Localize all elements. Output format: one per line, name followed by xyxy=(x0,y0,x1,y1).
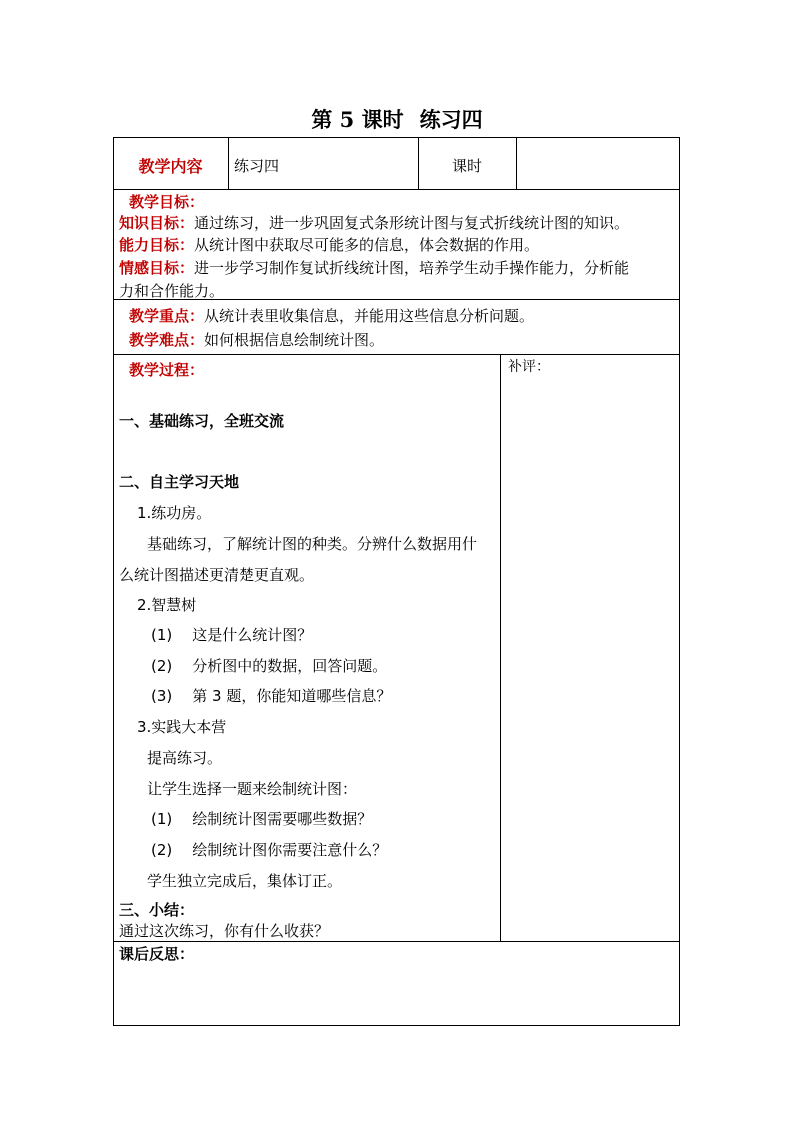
difficulty-text: 如何根据信息绘制统计图。 xyxy=(204,331,385,349)
focus-text: 从统计表里收集信息，并能用这些信息分析问题。 xyxy=(204,307,535,325)
section-1-heading: 一、基础练习，全班交流 xyxy=(119,412,285,430)
content-value: 练习四 xyxy=(234,157,280,175)
emotion-text-1: 进一步学习制作复试折线统计图，培养学生动手操作能力，分析能 xyxy=(194,259,630,277)
item-1-text-2: 么统计图描述更清楚更直观。 xyxy=(119,566,315,584)
item-3-text-3: 学生独立完成后，集体订正。 xyxy=(147,872,343,890)
focus-label: 教学重点： xyxy=(129,307,205,325)
lesson-name: 练习四 xyxy=(419,107,483,132)
question-text: 这是什么统计图？ xyxy=(192,626,313,644)
ability-objective xyxy=(119,234,539,255)
objectives-heading: 教学目标： xyxy=(129,193,205,211)
item-3-question-1 xyxy=(151,808,372,829)
ability-text: 从统计图中获取尽可能多的信息，体会数据的作用。 xyxy=(194,236,540,254)
question-text: 绘制统计图你需要注意什么？ xyxy=(192,841,388,859)
ability-label: 能力目标： xyxy=(119,236,195,254)
reflection-label: 课后反思： xyxy=(119,945,195,963)
content-label: 教学内容 xyxy=(138,157,203,176)
question-number: (2) xyxy=(151,657,173,675)
teaching-focus xyxy=(129,305,534,326)
difficulty-label: 教学难点： xyxy=(129,331,205,349)
comment-label: 补评： xyxy=(508,359,550,375)
question-number: (1) xyxy=(151,626,173,644)
question-number: (1) xyxy=(151,810,173,828)
emotion-text-2: 力和合作能力。 xyxy=(119,282,225,300)
item-3-text-1: 提高练习。 xyxy=(147,749,223,767)
item-3-question-2 xyxy=(151,839,387,860)
emotion-label: 情感目标： xyxy=(119,259,195,277)
question-text: 分析图中的数据，回答问题。 xyxy=(192,657,388,675)
section-2-heading: 二、自主学习天地 xyxy=(119,473,240,491)
process-heading: 教学过程： xyxy=(129,361,205,379)
reflection-section xyxy=(113,941,680,1026)
summary-text: 通过这次练习，你有什么收获？ xyxy=(119,922,330,940)
teaching-difficulty xyxy=(129,329,384,350)
question-number: (2) xyxy=(151,841,173,859)
item-2-question-3 xyxy=(151,685,391,706)
question-number: (3) xyxy=(151,687,173,705)
lesson-number: 第 5 课时 xyxy=(311,107,404,132)
item-1-text-1: 基础练习，了解统计图的种类。分辨什么数据用什 xyxy=(147,535,478,553)
question-text: 第 3 题，你能知道哪些信息？ xyxy=(192,687,392,705)
item-3-title: 3.实践大本营 xyxy=(137,718,227,736)
knowledge-text: 通过练习，进一步巩固复式条形统计图与复式折线统计图的知识。 xyxy=(194,214,630,232)
emotion-objective xyxy=(119,257,629,278)
knowledge-objective xyxy=(119,212,629,233)
page-title xyxy=(0,104,794,134)
period-label: 课时 xyxy=(451,157,482,175)
item-1-title: 1.练功房。 xyxy=(137,504,212,522)
item-2-title: 2.智慧树 xyxy=(137,596,197,614)
item-3-text-2: 让学生选择一题来绘制统计图： xyxy=(147,780,358,798)
question-text: 绘制统计图需要哪些数据？ xyxy=(192,810,373,828)
knowledge-label: 知识目标： xyxy=(119,214,195,232)
item-2-question-1 xyxy=(151,624,312,645)
item-2-question-2 xyxy=(151,655,387,676)
section-3-heading: 三、小结： xyxy=(119,901,195,919)
